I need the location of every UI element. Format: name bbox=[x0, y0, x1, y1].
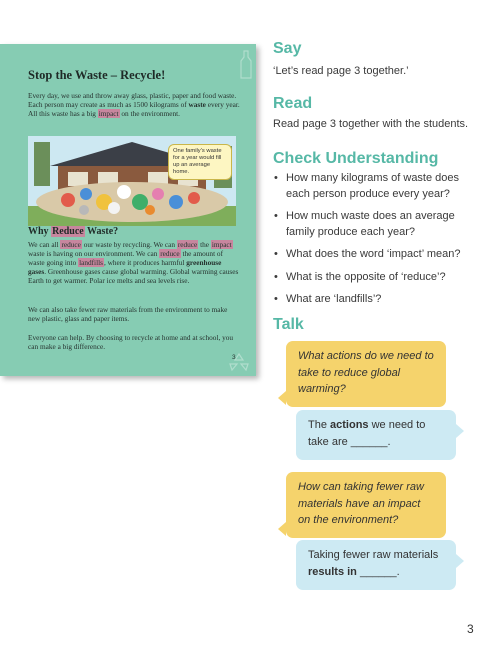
say-text: ‘Let’s read page 3 together.’ bbox=[273, 65, 409, 77]
read-text: Read page 3 together with the students. bbox=[273, 118, 469, 130]
talk-question-bubble-1 bbox=[286, 341, 446, 407]
book-title: Stop the Waste – Recycle! bbox=[28, 68, 166, 82]
check-understanding-list bbox=[274, 171, 474, 315]
talk-question-2: How can taking fewer raw materials have an impact on the environment? bbox=[298, 481, 424, 526]
question-item: • What are ‘landfills’? bbox=[274, 292, 474, 308]
bottle-icon bbox=[238, 50, 254, 80]
book-page-number: 3 bbox=[232, 354, 236, 361]
question-item: • How many kilograms of waste does each person produce every year? bbox=[274, 171, 474, 202]
illustration-callout: One family’s waste for a year would fill up an average home. bbox=[168, 144, 232, 180]
book-subheading: Why Reduce Waste? bbox=[28, 226, 119, 237]
question-item: • How much waste does an average family produce each year? bbox=[274, 209, 474, 240]
talk-answer-1: The actions we need to take are ______. bbox=[308, 419, 426, 448]
talk-answer-bubble-1 bbox=[296, 410, 456, 460]
question-item: • What does the word ‘impact’ mean? bbox=[274, 247, 474, 263]
talk-question-1: What actions do we need to take to reduce global warming? bbox=[298, 350, 434, 395]
book-paragraph-3: We can also take fewer raw materials from the environment to make new plastic, glass and paper items. bbox=[28, 305, 228, 323]
question-item: • What is the opposite of ‘reduce’? bbox=[274, 270, 474, 286]
book-paragraph-2: We can all reduce our waste by recycling. We can reduce the impact waste is having on our environment. We can reduce the amount of waste going into landfills, where it produces harmful greenhouse gases. Greenhouse gases cause global warming. Global warming causes Earth to get warmer. Polar ice melts and sea levels rise. bbox=[28, 240, 239, 285]
page-number: 3 bbox=[467, 622, 474, 636]
book-page bbox=[0, 44, 256, 376]
check-understanding-heading: Check Understanding bbox=[273, 150, 439, 167]
book-paragraph-1: Every day, we use and throw away glass, plastic, paper and food waste. Each person may create as much as 1500 kilograms of waste every year. All this waste has a big impact on the environment. bbox=[28, 91, 240, 118]
talk-answer-2: Taking fewer raw materials results in ______. bbox=[308, 549, 439, 578]
book-paragraph-4: Everyone can help. By choosing to recycle at home and at school, you can make a big difference. bbox=[28, 333, 234, 351]
talk-heading: Talk bbox=[273, 316, 304, 333]
talk-answer-bubble-2 bbox=[296, 540, 456, 590]
say-heading: Say bbox=[273, 40, 302, 57]
talk-question-bubble-2 bbox=[286, 472, 446, 538]
read-heading: Read bbox=[273, 95, 313, 112]
